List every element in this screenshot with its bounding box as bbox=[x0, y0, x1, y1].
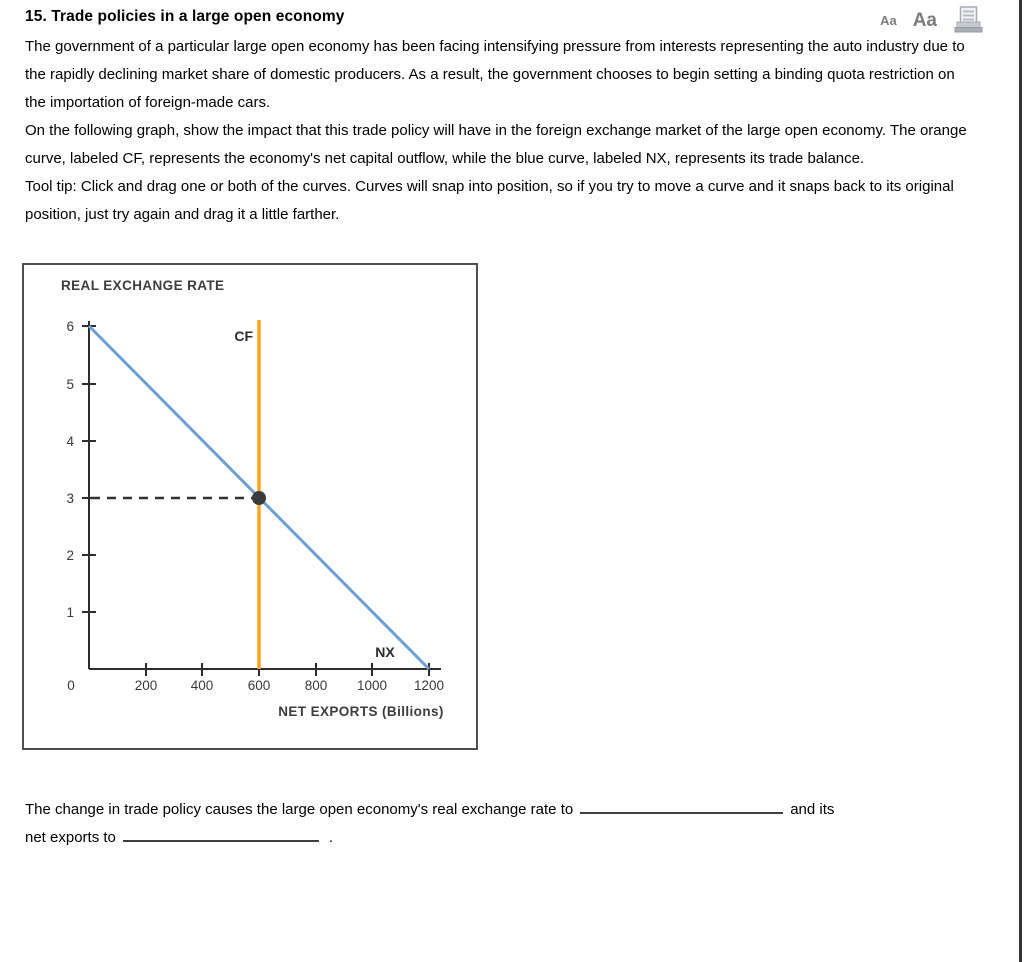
cf-curve-label: CF bbox=[234, 328, 253, 344]
graph-panel bbox=[22, 263, 478, 750]
net-exports-answer-blank[interactable] bbox=[123, 825, 319, 842]
exchange-rate-answer-blank[interactable] bbox=[580, 797, 783, 814]
x-tick-label: 1200 bbox=[413, 678, 445, 693]
x-tick-label: 1000 bbox=[356, 678, 388, 693]
header bbox=[25, 0, 978, 33]
page-title: 15. Trade policies in a large open economy bbox=[25, 8, 345, 25]
x-tick-label: 400 bbox=[190, 678, 214, 693]
origin-label: 0 bbox=[67, 678, 75, 693]
y-tick-label: 3 bbox=[66, 491, 74, 506]
x-axis-title: NET EXPORTS (Billions) bbox=[278, 704, 444, 719]
y-tick-label: 2 bbox=[66, 548, 74, 563]
y-tick-label: 4 bbox=[66, 434, 74, 449]
nx-curve-label: NX bbox=[375, 644, 395, 660]
question-text-period: . bbox=[328, 829, 334, 846]
question-text-part1: The change in trade policy causes the large open economy's real exchange rate to bbox=[25, 801, 574, 818]
x-tick-label: 800 bbox=[304, 678, 328, 693]
fill-in-question bbox=[25, 796, 978, 852]
y-tick-label: 6 bbox=[66, 319, 74, 334]
font-size-large-button[interactable]: Aa bbox=[912, 9, 937, 31]
y-tick-label: 1 bbox=[66, 605, 74, 620]
question-text-part3: net exports to bbox=[25, 829, 116, 846]
fx-market-chart bbox=[24, 265, 476, 748]
printer-icon bbox=[953, 6, 984, 33]
window-right-edge bbox=[1019, 0, 1022, 962]
question-text-part2: and its bbox=[790, 801, 835, 818]
x-tick-label: 600 bbox=[247, 678, 271, 693]
paragraph-tooltip: Tool tip: Click and drag one or both of the curves. Curves will snap into position, so if you try to move a curve and it snaps back to its original position, just try again and drag it a little farther. bbox=[25, 178, 954, 223]
x-tick-label: 200 bbox=[134, 678, 158, 693]
header-controls bbox=[880, 8, 984, 33]
paragraph-instructions: On the following graph, show the impact that this trade policy will have in the foreign exchange market of the large open economy. The orange curve, labeled CF, represents the economy's net capital outflow, while the blue curve, labeled NX, represents its trade balance. bbox=[25, 122, 967, 167]
paragraph-intro: The government of a particular large open economy has been facing intensifying pressure from interests representing the auto industry due to the rapidly declining market share of domestic producers. As a result, the government chooses to begin setting a binding quota restriction on the importation of foreign-made cars. bbox=[25, 38, 965, 111]
equilibrium-point[interactable] bbox=[252, 491, 266, 505]
y-axis-title: REAL EXCHANGE RATE bbox=[61, 278, 225, 293]
font-size-small-button[interactable]: Aa bbox=[880, 13, 897, 28]
print-button[interactable] bbox=[953, 6, 984, 33]
y-tick-label: 5 bbox=[66, 377, 74, 392]
